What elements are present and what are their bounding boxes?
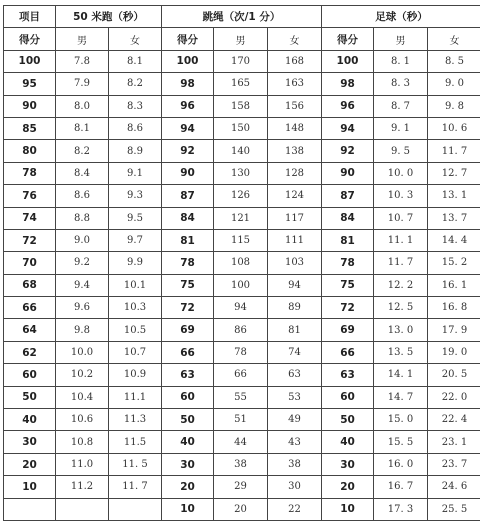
football-female-cell: 13. 7 bbox=[428, 207, 480, 229]
jump-female-cell: 49 bbox=[268, 409, 322, 431]
run-male-cell: 10.0 bbox=[56, 341, 109, 363]
run-female-cell: 9.1 bbox=[109, 162, 162, 184]
football-female-cell: 24. 6 bbox=[428, 476, 480, 498]
table-row bbox=[4, 476, 480, 498]
football-score-cell: 98 bbox=[322, 73, 374, 95]
run-male-cell: 10.8 bbox=[56, 431, 109, 453]
run-female-cell: 9.3 bbox=[109, 185, 162, 207]
run-male-cell: 9.0 bbox=[56, 229, 109, 251]
football-male-cell: 15. 5 bbox=[374, 431, 428, 453]
table-row bbox=[4, 297, 480, 319]
run-female-cell: 8.1 bbox=[109, 50, 162, 72]
run-male-cell: 8.1 bbox=[56, 117, 109, 139]
table-row bbox=[4, 274, 480, 296]
football-female-cell: 9. 8 bbox=[428, 95, 480, 117]
run-female-cell: 11. 7 bbox=[109, 476, 162, 498]
jump-male-cell: 165 bbox=[214, 73, 268, 95]
table-row bbox=[4, 162, 480, 184]
football-male-cell: 9. 1 bbox=[374, 117, 428, 139]
football-male-cell: 8. 1 bbox=[374, 50, 428, 72]
jump-male-cell: 150 bbox=[214, 117, 268, 139]
football-score-cell: 90 bbox=[322, 162, 374, 184]
football-score-cell: 30 bbox=[322, 453, 374, 475]
table-row bbox=[4, 140, 480, 162]
table-row bbox=[4, 364, 480, 386]
jump-female-cell: 89 bbox=[268, 297, 322, 319]
jump-male-cell: 44 bbox=[214, 431, 268, 453]
jump-male-cell: 126 bbox=[214, 185, 268, 207]
football-score-header: 得分 bbox=[322, 28, 374, 50]
football-header: 足球（秒） bbox=[322, 6, 480, 28]
jump-male-cell: 108 bbox=[214, 252, 268, 274]
jump-score-cell: 90 bbox=[162, 162, 214, 184]
jump-score-cell: 63 bbox=[162, 364, 214, 386]
football-male-cell: 9. 5 bbox=[374, 140, 428, 162]
run50-header: 50 米跑（秒） bbox=[56, 6, 162, 28]
jump-female-cell: 117 bbox=[268, 207, 322, 229]
football-score-cell: 94 bbox=[322, 117, 374, 139]
run-male-cell: 10.2 bbox=[56, 364, 109, 386]
run-score-cell: 30 bbox=[4, 431, 56, 453]
jump-female-cell: 94 bbox=[268, 274, 322, 296]
football-female-cell: 22. 4 bbox=[428, 409, 480, 431]
football-score-cell: 96 bbox=[322, 95, 374, 117]
run-score-cell: 50 bbox=[4, 386, 56, 408]
jump-male-cell: 51 bbox=[214, 409, 268, 431]
football-male-cell: 10. 3 bbox=[374, 185, 428, 207]
football-male-cell: 10. 0 bbox=[374, 162, 428, 184]
football-score-cell: 40 bbox=[322, 431, 374, 453]
run-female-cell: 9.5 bbox=[109, 207, 162, 229]
run-score-cell: 62 bbox=[4, 341, 56, 363]
football-female-cell: 20. 5 bbox=[428, 364, 480, 386]
run-score-cell: 72 bbox=[4, 229, 56, 251]
run-female-cell: 8.2 bbox=[109, 73, 162, 95]
football-female-cell: 10. 6 bbox=[428, 117, 480, 139]
jump-female-cell: 138 bbox=[268, 140, 322, 162]
jump-male-cell: 100 bbox=[214, 274, 268, 296]
jump-female-cell: 148 bbox=[268, 117, 322, 139]
football-male-cell: 15. 0 bbox=[374, 409, 428, 431]
jump-female-cell: 30 bbox=[268, 476, 322, 498]
jump-male-header: 男 bbox=[214, 28, 268, 50]
run-male-cell: 8.4 bbox=[56, 162, 109, 184]
run-score-cell: 85 bbox=[4, 117, 56, 139]
jump-score-cell: 100 bbox=[162, 50, 214, 72]
football-male-cell: 17. 3 bbox=[374, 498, 428, 520]
table-subheader-row bbox=[4, 28, 480, 50]
table-row bbox=[4, 50, 480, 72]
run-male-cell: 11.0 bbox=[56, 453, 109, 475]
jump-female-cell: 53 bbox=[268, 386, 322, 408]
jump-male-cell: 140 bbox=[214, 140, 268, 162]
run-female-cell: 11.3 bbox=[109, 409, 162, 431]
jump-male-cell: 86 bbox=[214, 319, 268, 341]
football-male-cell: 13. 5 bbox=[374, 341, 428, 363]
run-score-cell: 64 bbox=[4, 319, 56, 341]
football-female-cell: 9. 0 bbox=[428, 73, 480, 95]
football-female-cell: 17. 9 bbox=[428, 319, 480, 341]
run-female-cell: 11.5 bbox=[109, 431, 162, 453]
run-score-cell: 76 bbox=[4, 185, 56, 207]
run-male-cell bbox=[56, 498, 109, 520]
football-female-cell: 12. 7 bbox=[428, 162, 480, 184]
table-row bbox=[4, 431, 480, 453]
jump-male-cell: 20 bbox=[214, 498, 268, 520]
jump-female-cell: 38 bbox=[268, 453, 322, 475]
football-score-cell: 63 bbox=[322, 364, 374, 386]
jump-female-cell: 111 bbox=[268, 229, 322, 251]
football-male-cell: 12. 2 bbox=[374, 274, 428, 296]
run-male-cell: 9.4 bbox=[56, 274, 109, 296]
football-score-cell: 69 bbox=[322, 319, 374, 341]
jump-score-cell: 96 bbox=[162, 95, 214, 117]
jump-score-cell: 87 bbox=[162, 185, 214, 207]
run-male-cell: 9.8 bbox=[56, 319, 109, 341]
jump-male-cell: 78 bbox=[214, 341, 268, 363]
run-male-cell: 10.4 bbox=[56, 386, 109, 408]
table-row bbox=[4, 73, 480, 95]
score-standard-table bbox=[3, 5, 480, 521]
jump-female-cell: 81 bbox=[268, 319, 322, 341]
jump-female-cell: 124 bbox=[268, 185, 322, 207]
football-score-cell: 66 bbox=[322, 341, 374, 363]
football-score-cell: 75 bbox=[322, 274, 374, 296]
football-female-cell: 13. 1 bbox=[428, 185, 480, 207]
jump-score-cell: 98 bbox=[162, 73, 214, 95]
jump-score-cell: 40 bbox=[162, 431, 214, 453]
jump-score-cell: 50 bbox=[162, 409, 214, 431]
run-female-cell: 10.9 bbox=[109, 364, 162, 386]
football-male-cell: 10. 7 bbox=[374, 207, 428, 229]
football-female-cell: 23. 1 bbox=[428, 431, 480, 453]
run-score-cell bbox=[4, 498, 56, 520]
jump-score-cell: 92 bbox=[162, 140, 214, 162]
jump-male-cell: 38 bbox=[214, 453, 268, 475]
run-score-header: 得分 bbox=[4, 28, 56, 50]
jump-score-cell: 69 bbox=[162, 319, 214, 341]
jump-male-cell: 130 bbox=[214, 162, 268, 184]
run-female-cell: 9.7 bbox=[109, 229, 162, 251]
jump-score-cell: 66 bbox=[162, 341, 214, 363]
football-score-cell: 100 bbox=[322, 50, 374, 72]
run-male-cell: 11.2 bbox=[56, 476, 109, 498]
run-score-cell: 78 bbox=[4, 162, 56, 184]
jump-male-cell: 121 bbox=[214, 207, 268, 229]
run-score-cell: 66 bbox=[4, 297, 56, 319]
football-female-cell: 15. 2 bbox=[428, 252, 480, 274]
run-female-cell: 10.5 bbox=[109, 319, 162, 341]
table-row bbox=[4, 229, 480, 251]
run-score-cell: 20 bbox=[4, 453, 56, 475]
jump-female-cell: 156 bbox=[268, 95, 322, 117]
run-female-cell: 10.7 bbox=[109, 341, 162, 363]
table-row bbox=[4, 498, 480, 520]
football-female-cell: 16. 1 bbox=[428, 274, 480, 296]
table-row bbox=[4, 207, 480, 229]
run-female-cell: 8.9 bbox=[109, 140, 162, 162]
table-row bbox=[4, 341, 480, 363]
jump-rope-header: 跳绳（次/1 分） bbox=[162, 6, 322, 28]
football-female-cell: 25. 5 bbox=[428, 498, 480, 520]
football-score-cell: 84 bbox=[322, 207, 374, 229]
football-female-cell: 19. 0 bbox=[428, 341, 480, 363]
run-score-cell: 80 bbox=[4, 140, 56, 162]
jump-score-cell: 72 bbox=[162, 297, 214, 319]
football-female-cell: 8. 5 bbox=[428, 50, 480, 72]
jump-male-cell: 115 bbox=[214, 229, 268, 251]
football-male-cell: 16. 0 bbox=[374, 453, 428, 475]
jump-score-cell: 10 bbox=[162, 498, 214, 520]
run-female-cell: 10.1 bbox=[109, 274, 162, 296]
table-row bbox=[4, 319, 480, 341]
run-female-cell bbox=[109, 498, 162, 520]
jump-score-cell: 30 bbox=[162, 453, 214, 475]
jump-female-cell: 103 bbox=[268, 252, 322, 274]
jump-score-cell: 20 bbox=[162, 476, 214, 498]
jump-female-header: 女 bbox=[268, 28, 322, 50]
football-score-cell: 81 bbox=[322, 229, 374, 251]
jump-male-cell: 66 bbox=[214, 364, 268, 386]
football-male-cell: 8. 7 bbox=[374, 95, 428, 117]
score-standard-sheet bbox=[3, 5, 477, 521]
football-score-cell: 60 bbox=[322, 386, 374, 408]
run-score-cell: 100 bbox=[4, 50, 56, 72]
jump-male-cell: 29 bbox=[214, 476, 268, 498]
table-row bbox=[4, 95, 480, 117]
football-score-cell: 87 bbox=[322, 185, 374, 207]
football-female-cell: 23. 7 bbox=[428, 453, 480, 475]
run-score-cell: 40 bbox=[4, 409, 56, 431]
football-score-cell: 78 bbox=[322, 252, 374, 274]
jump-score-cell: 84 bbox=[162, 207, 214, 229]
football-male-cell: 14. 7 bbox=[374, 386, 428, 408]
run-score-cell: 70 bbox=[4, 252, 56, 274]
jump-score-header: 得分 bbox=[162, 28, 214, 50]
jump-female-cell: 128 bbox=[268, 162, 322, 184]
jump-female-cell: 163 bbox=[268, 73, 322, 95]
jump-score-cell: 75 bbox=[162, 274, 214, 296]
jump-score-cell: 81 bbox=[162, 229, 214, 251]
run-female-header: 女 bbox=[109, 28, 162, 50]
run-female-cell: 9.9 bbox=[109, 252, 162, 274]
run-score-cell: 74 bbox=[4, 207, 56, 229]
jump-male-cell: 55 bbox=[214, 386, 268, 408]
run-score-cell: 10 bbox=[4, 476, 56, 498]
jump-female-cell: 22 bbox=[268, 498, 322, 520]
football-female-cell: 14. 4 bbox=[428, 229, 480, 251]
run-male-cell: 7.9 bbox=[56, 73, 109, 95]
football-male-cell: 16. 7 bbox=[374, 476, 428, 498]
football-female-cell: 22. 0 bbox=[428, 386, 480, 408]
run-male-cell: 9.6 bbox=[56, 297, 109, 319]
table-row bbox=[4, 252, 480, 274]
run-score-cell: 90 bbox=[4, 95, 56, 117]
jump-score-cell: 94 bbox=[162, 117, 214, 139]
table-row bbox=[4, 409, 480, 431]
run-male-cell: 10.6 bbox=[56, 409, 109, 431]
run-female-cell: 11.1 bbox=[109, 386, 162, 408]
jump-female-cell: 43 bbox=[268, 431, 322, 453]
run-male-cell: 8.8 bbox=[56, 207, 109, 229]
jump-male-cell: 158 bbox=[214, 95, 268, 117]
table-row bbox=[4, 185, 480, 207]
run-male-cell: 9.2 bbox=[56, 252, 109, 274]
table-row bbox=[4, 117, 480, 139]
jump-male-cell: 94 bbox=[214, 297, 268, 319]
run-male-cell: 7.8 bbox=[56, 50, 109, 72]
run-female-cell: 8.6 bbox=[109, 117, 162, 139]
football-female-header: 女 bbox=[428, 28, 480, 50]
run-male-cell: 8.0 bbox=[56, 95, 109, 117]
table-row bbox=[4, 386, 480, 408]
jump-female-cell: 63 bbox=[268, 364, 322, 386]
run-score-cell: 68 bbox=[4, 274, 56, 296]
jump-female-cell: 74 bbox=[268, 341, 322, 363]
football-score-cell: 50 bbox=[322, 409, 374, 431]
table-header-row bbox=[4, 6, 480, 28]
run-female-cell: 11. 5 bbox=[109, 453, 162, 475]
run-score-cell: 60 bbox=[4, 364, 56, 386]
football-score-cell: 20 bbox=[322, 476, 374, 498]
jump-score-cell: 78 bbox=[162, 252, 214, 274]
football-male-cell: 13. 0 bbox=[374, 319, 428, 341]
football-male-cell: 12. 5 bbox=[374, 297, 428, 319]
football-score-cell: 72 bbox=[322, 297, 374, 319]
run-female-cell: 10.3 bbox=[109, 297, 162, 319]
run-score-cell: 95 bbox=[4, 73, 56, 95]
run-female-cell: 8.3 bbox=[109, 95, 162, 117]
run-male-cell: 8.6 bbox=[56, 185, 109, 207]
table-row bbox=[4, 453, 480, 475]
jump-female-cell: 168 bbox=[268, 50, 322, 72]
jump-male-cell: 170 bbox=[214, 50, 268, 72]
football-score-cell: 10 bbox=[322, 498, 374, 520]
football-female-cell: 16. 8 bbox=[428, 297, 480, 319]
football-male-header: 男 bbox=[374, 28, 428, 50]
football-male-cell: 14. 1 bbox=[374, 364, 428, 386]
football-male-cell: 11. 1 bbox=[374, 229, 428, 251]
football-score-cell: 92 bbox=[322, 140, 374, 162]
football-female-cell: 11. 7 bbox=[428, 140, 480, 162]
item-header: 项目 bbox=[4, 6, 56, 28]
football-male-cell: 11. 7 bbox=[374, 252, 428, 274]
run-male-header: 男 bbox=[56, 28, 109, 50]
run-male-cell: 8.2 bbox=[56, 140, 109, 162]
jump-score-cell: 60 bbox=[162, 386, 214, 408]
football-male-cell: 8. 3 bbox=[374, 73, 428, 95]
